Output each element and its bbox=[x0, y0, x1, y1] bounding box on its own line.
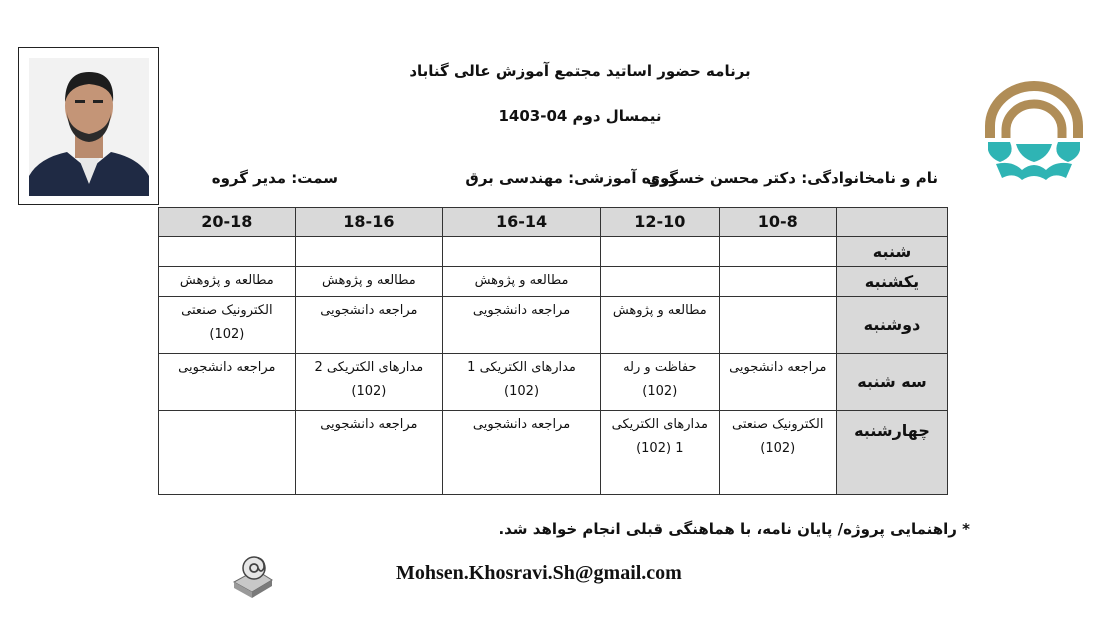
schedule-cell: مراجعه دانشجویی bbox=[295, 411, 442, 495]
department-group: گروه آموزشی: مهندسی برق bbox=[465, 169, 678, 187]
day-label: چهارشنبه bbox=[836, 411, 947, 495]
column-header: 20-18 bbox=[159, 208, 296, 237]
column-header: 16-14 bbox=[443, 208, 601, 237]
schedule-cell bbox=[719, 237, 836, 267]
schedule-table bbox=[158, 207, 948, 495]
schedule-cell: مدارهای الکتریکی 2 (102) bbox=[295, 354, 442, 411]
position-title: سمت: مدیر گروه bbox=[211, 169, 338, 187]
portrait-icon bbox=[29, 58, 149, 196]
schedule-cell: مراجعه دانشجویی bbox=[295, 297, 442, 354]
day-label: سه شنبه bbox=[836, 354, 947, 411]
institution-logo-icon bbox=[982, 80, 1086, 184]
schedule-cell bbox=[601, 267, 720, 297]
schedule-cell: مطالعه و پژوهش bbox=[443, 267, 601, 297]
table-row bbox=[159, 267, 948, 297]
schedule-cell: الکترونیک صنعتی (102) bbox=[719, 411, 836, 495]
column-header: 12-10 bbox=[601, 208, 720, 237]
table-row bbox=[159, 354, 948, 411]
schedule-cell: مراجعه دانشجویی bbox=[159, 354, 296, 411]
schedule-cell: الکترونیک صنعتی (102) bbox=[159, 297, 296, 354]
day-label: شنبه bbox=[836, 237, 947, 267]
schedule-cell bbox=[295, 237, 442, 267]
schedule-cell: مراجعه دانشجویی bbox=[443, 411, 601, 495]
schedule-cell: مطالعه و پژوهش bbox=[295, 267, 442, 297]
email-icon bbox=[228, 552, 276, 600]
table-row bbox=[159, 237, 948, 267]
schedule-cell bbox=[719, 297, 836, 354]
schedule-cell: مراجعه دانشجویی bbox=[719, 354, 836, 411]
schedule-cell bbox=[443, 237, 601, 267]
contact-email: Mohsen.Khosravi.Sh@gmail.com bbox=[396, 562, 682, 584]
supervision-note: * راهنمایی پروژه/ پایان نامه، با هماهنگی قبلی انجام خواهد شد. bbox=[498, 520, 970, 538]
day-label: یکشنبه bbox=[836, 267, 947, 297]
semester-subtitle: نیمسال دوم 04-1403 bbox=[498, 107, 662, 125]
schedule-cell bbox=[159, 237, 296, 267]
schedule-cell: مطالعه و پژوهش bbox=[601, 297, 720, 354]
schedule-cell bbox=[159, 411, 296, 495]
schedule-cell: مدارهای الکتریکی 1 (102) bbox=[443, 354, 601, 411]
schedule-cell: حفاظت و رله (102) bbox=[601, 354, 720, 411]
table-header-row bbox=[159, 208, 948, 237]
column-header bbox=[836, 208, 947, 237]
schedule-cell: مطالعه و پژوهش bbox=[159, 267, 296, 297]
schedule-cell bbox=[601, 237, 720, 267]
column-header: 10-8 bbox=[719, 208, 836, 237]
table-row bbox=[159, 411, 948, 495]
schedule-cell: مراجعه دانشجویی bbox=[443, 297, 601, 354]
day-label: دوشنبه bbox=[836, 297, 947, 354]
column-header: 18-16 bbox=[295, 208, 442, 237]
page-title: برنامه حضور اساتید مجتمع آموزش عالی گناباد bbox=[409, 62, 751, 80]
profile-photo bbox=[18, 47, 159, 205]
schedule-cell: مدارهای الکتریکی 1 (102) bbox=[601, 411, 720, 495]
table-row bbox=[159, 297, 948, 354]
schedule-cell bbox=[719, 267, 836, 297]
instructor-name: نام و نامخانوادگی: دکتر محسن خسروی bbox=[646, 169, 938, 187]
